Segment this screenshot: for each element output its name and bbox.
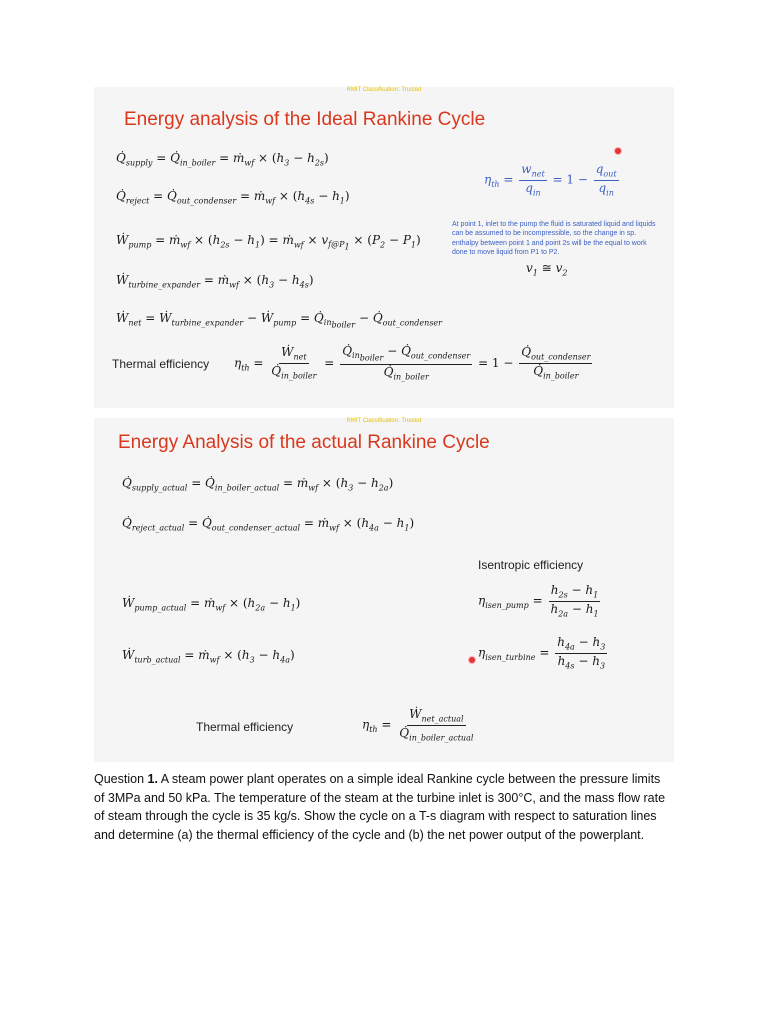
thermal-efficiency-label: Thermal efficiency [112, 357, 210, 371]
slide-title: Energy analysis of the Ideal Rankine Cycle [124, 109, 486, 130]
eq-q-supply-actual: $Q̇_{supply\_actual}$ = $Q̇_{in\_boiler\_actual}$ = ṁ$_{wf}$ × $(h_3 - h_{2a})$ [122, 476, 394, 493]
eq-w-pump-actual: Ẇ$_{pump\_actual}$ = ṁ$_{wf}$ × $(h_{2a} - h_1)$ [122, 596, 301, 613]
question-text [94, 770, 674, 844]
eq-w-pump: Ẇ$_{pump}$ = ṁ$_{wf}$ × $(h_{2s} - h_1)$ = ṁ$_{wf}$ × $v_{f@P_1} \times (P_2 - P_1)$ [116, 233, 421, 252]
eq-eta-isen-turbine: $\eta_{isen\_turbine}$ = $\frac{h_{4a} - h_3}{h_{4s} - h_3}$ [478, 635, 606, 670]
eq-thermal-efficiency-actual: $\eta_{th}$ = $\frac{Ẇ_{net\_actual}}{Q̇_{in\_boiler\_actual}}$ [362, 707, 474, 742]
annotation-pin-icon [468, 656, 476, 664]
slide-title: Energy Analysis of the actual Rankine Cycle [118, 432, 490, 453]
eq-q-supply: $Q̇_{supply}$ = $Q̇_{in\_boiler}$ = ṁ$_{wf}$ × $(h_3 - h_{2s})$ [116, 151, 329, 168]
eq-thermal-efficiency-ideal: $\eta_{th}$ = $\frac{Ẇ_{net}}{Q̇_{in\_boiler}}$ = $\frac{Q̇_{in_{boiler}} - Q̇_{out\_condenser}}{Q̇_{in\_boiler}}$ = 1 − $\frac{Q̇_{out\_condenser}}{Q̇_{in\_boiler}}$ [234, 344, 591, 382]
isentropic-efficiency-label: Isentropic efficiency [478, 558, 584, 572]
eq-eta-isen-pump: $\eta_{isen\_pump}$ = $\frac{h_{2s} - h_1}{h_{2a} - h_1}$ [478, 583, 599, 618]
eq-w-turbine: Ẇ$_{turbine\_expander}$ = ṁ$_{wf}$ × $(h_3 - h_{4s})$ [116, 273, 314, 290]
slide-ideal-rankine [94, 87, 674, 408]
thermal-efficiency-label: Thermal efficiency [196, 720, 294, 734]
question-body: A steam power plant operates on a simple ideal Rankine cycle between the pressure limits of 3MPa and 50 kPa. The temperature of the steam at the turbine inlet is 300°C, and the mass flow rate of steam through the cycle is 35 kg/s. Show the cycle on a T-s diagram with respect to saturation lines and determine (a) the thermal efficiency of the cycle and (b) the net power output of the powerplant. [94, 772, 666, 842]
eq-v1-v2: $v_1$ ≅ $v_2$ [526, 261, 568, 278]
eq-w-net: Ẇ$_{net}$ = Ẇ$_{turbine\_expander}$ − Ẇ$_{pump}$ = $Q̇_{in_{boiler}}$ − $Q̇_{out\_condenser}$ [116, 311, 442, 330]
eq-q-reject: $Q̇_{reject}$ = $Q̇_{out\_condenser}$ = ṁ$_{wf}$ × $(h_{4s} - h_1)$ [116, 189, 350, 206]
pump-note: At point 1, inlet to the pump the fluid is saturated liquid and liquids can be assumed to be incompressible, so the change in sp. enthalpy between point 1 and point 2s will be the equal to work done to move liquid from P1 to P2. [452, 221, 656, 257]
eq-w-turb-actual: Ẇ$_{turb\_actual}$ = ṁ$_{wf}$ × $(h_3 - h_{4a})$ [122, 648, 295, 665]
classification-label: RMIT Classification: Trusted [346, 87, 422, 93]
slide-actual-rankine [94, 418, 674, 762]
question-prefix: Question [94, 772, 148, 786]
eq-eta-th-ideal: $\eta_{th}$ = $\frac{w_{net}}{q_{in}}$ = 1 − $\frac{q_{out}}{q_{in}}$ [484, 162, 617, 197]
eq-q-reject-actual: $Q̇_{reject\_actual}$ = $Q̇_{out\_condenser\_actual}$ = ṁ$_{wf}$ × $(h_{4a} - h_1)$ [122, 516, 415, 533]
classification-label: RMIT Classification: Trusted [346, 418, 422, 424]
question-number: 1. [147, 772, 158, 786]
annotation-pin-icon [614, 147, 622, 155]
